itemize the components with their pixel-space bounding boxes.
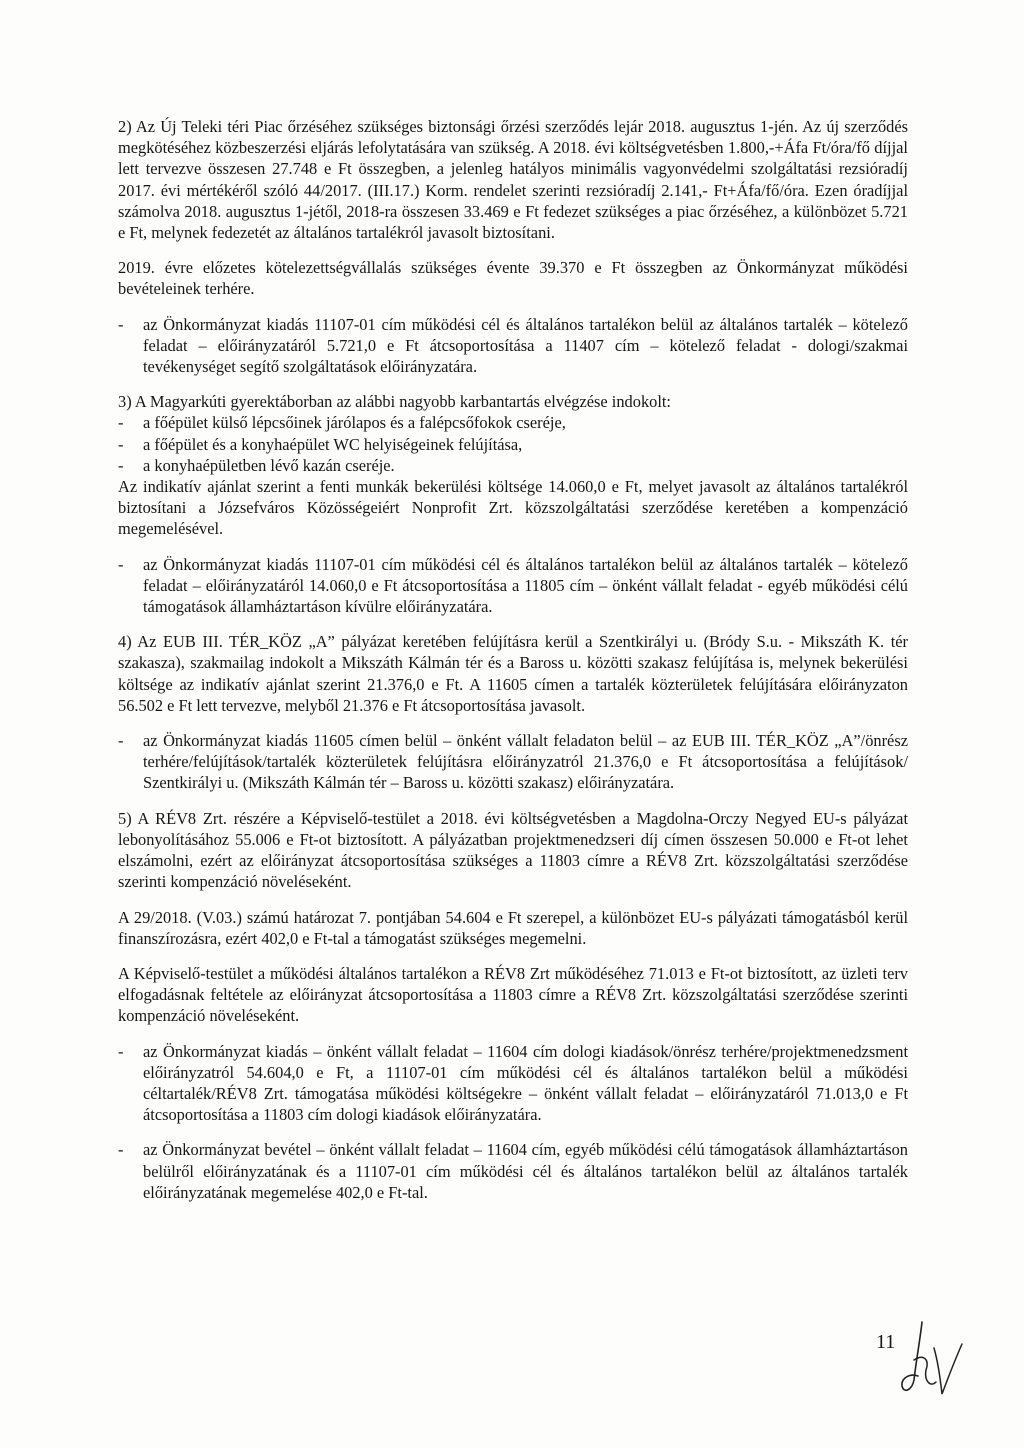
transfer-item-text: az Önkormányzat kiadás 11107-01 cím működési cél és általános tartalékon belül az általános tartalék – kötelező feladat – előirányzatáról 5.721,0 e Ft átcsoportosítása a 11407 cím – kötelező feladat - dologi/szakmai tevékenységet segítő szolgáltatások előirányzatára. <box>143 314 908 377</box>
resolution-paragraph: A 29/2018. (V.03.) számú határozat 7. pontjában 54.604 e Ft szerepel, a különbözet EU-s pályázati támogatásból kerül finanszírozásra, ezért 402,0 e Ft-tal a támogatást szükséges megemelni. <box>118 907 908 948</box>
transfer-item-text: az Önkormányzat kiadás 11605 címen belül – önként vállalt feladaton belül – az EUB III. TÉR_KÖZ „A”/önrész terhére/felújítások/tartalék közterületek felújításra előirányzatról 21.376,0 e Ft átcsoportosítása a felújítások/ Szentkirályi u. (Mikszáth Kálmán tér – Baross u. közötti szakasz) előirányzatára. <box>143 731 908 793</box>
transfer-item-2 <box>118 554 908 618</box>
transfer-item-5 <box>118 1139 908 1203</box>
document-body <box>118 116 908 1217</box>
list-item <box>118 455 908 476</box>
section-5-paragraph: 5) A RÉV8 Zrt. részére a Képviselő-testület a 2018. évi költségvetésben a Magdolna-Orczy Negyed EU-s pályázat lebonyolításához 55.006 e Ft-ot biztosított. A pályázatban projektmenedzseri díj címen összesen 50.000 e Ft-ot lehet elszámolni, ezért az előirányzat átcsoportosítása szükséges a 11803 címre a RÉV8 Zrt. közszolgáltatási szerződése szerinti kompenzáció növeléseként. <box>118 808 908 892</box>
bullet-dash: - <box>118 554 124 574</box>
handwritten-signature <box>900 1318 964 1404</box>
maintenance-list <box>118 412 908 476</box>
transfer-item-4 <box>118 1041 908 1126</box>
list-item <box>118 412 908 433</box>
section-4-paragraph: 4) Az EUB III. TÉR_KÖZ „A” pályázat keretében felújításra kerül a Szentkirályi u. (Bródy S.u. - Mikszáth K. tér szakasza), szakmailag indokolt a Mikszáth Kálmán tér és a Baross u. közötti szakasz felújítása is, melynek bekerülési költsége az indikatív ajánlat szerint 21.376,0 e Ft. A 11605 címen a tartalék közterületek felújítására előirányzaton 56.502 e Ft lett tervezve, melyből 21.376 e Ft átcsoportosítása javasolt. <box>118 632 908 715</box>
transfer-item-text: az Önkormányzat kiadás – önként vállalt feladat – 11604 cím dologi kiadások/önrész terhére/projektmenedzsment előirányzatról 54.604,0 e Ft, a 11107-01 cím működési cél és általános tartalékon belül a működési céltartalék/RÉV8 Zrt. támogatása működési költségekre – önként vállalt feladat – előirányzatáról 71.013,0 e Ft átcsoportosítása a 11803 cím dologi kiadások előirányzatára. <box>143 1041 908 1125</box>
bullet-dash: - <box>118 1140 124 1160</box>
board-paragraph: A Képviselő-testület a működési általános tartalékon a RÉV8 Zrt működéséhez 71.013 e Ft-ot biztosított, az üzleti terv elfogadásnak feltétele az előirányzat átcsoportosítása a 11803 címre a RÉV8 Zrt. közszolgáltatási szerződése szerinti kompenzáció növeléseként. <box>118 963 908 1026</box>
bullet-dash: - <box>118 731 124 751</box>
transfer-item-1 <box>118 314 908 378</box>
bullet-dash: - <box>118 314 124 334</box>
indicative-offer-paragraph: Az indikatív ajánlat szerint a fenti munkák bekerülési költsége 14.060,0 e Ft, melyet javasolt az általános tartalékról biztosítani a Józsefváros Közösségeiért Nonprofit Zrt. közszolgáltatási szerződése keretében a kompenzáció megemelésével. <box>118 477 908 539</box>
list-item <box>118 434 908 455</box>
page-number: 11 <box>876 1331 896 1353</box>
transfer-item-text: az Önkormányzat bevétel – önként vállalt feladat – 11604 cím, egyéb működési célú támogatások államháztartáson belülről előirányzatának és a 11107-01 cím működési cél és általános tartalékon belül az általános tartalék előirányzatának megemelése 402,0 e Ft-tal. <box>143 1140 908 1202</box>
commitment-paragraph: 2019. évre előzetes kötelezettségvállalás szükséges évente 39.370 e Ft összegben az Önkormányzat működési bevételeinek terhére. <box>118 258 908 299</box>
section-3-heading: 3) A Magyarkúti gyerektáborban az alábbi nagyobb karbantartás elvégzése indokolt: <box>118 392 671 412</box>
list-item-text: a konyhaépületben lévő kazán cseréje. <box>143 455 395 475</box>
list-item-text: a főépület és a konyhaépület WC helyiségeinek felújítása, <box>143 434 523 454</box>
section-2-paragraph: 2) Az Új Teleki téri Piac őrzéséhez szükséges biztonsági őrzési szerződés lejár 2018. augusztus 1-jén. Az új szerződés megkötéséhez közbeszerzési eljárás lefolytatására van szükség. A 2018. évi költségvetésben 1.800,-+Áfa Ft/óra/fő díjjal lett tervezve összesen 27.748 e Ft összegben, a jelenleg hatályos minimális vagyonvédelmi szolgáltatási rezsióradíj 2017. évi mértékéről szóló 44/2017. (III.17.) Korm. rendelet szerinti rezsióradíj 2.141,- Ft+Áfa/fő/óra. Ezen óradíjjal számolva 2018. augusztus 1-jétől, 2018-ra összesen 33.469 e Ft fedezet szükséges a piac őrzéséhez, a különbözet 5.721 e Ft, melynek fedezetét az általános tartalékról javasolt biztosítani. <box>118 117 908 243</box>
list-item-text: a főépület külső lépcsőinek járólapos és a falépcsőfokok cseréje, <box>143 413 566 433</box>
bullet-dash: - <box>118 413 124 433</box>
bullet-dash: - <box>118 434 124 454</box>
bullet-dash: - <box>118 455 124 475</box>
bullet-dash: - <box>118 1041 124 1061</box>
transfer-item-text: az Önkormányzat kiadás 11107-01 cím működési cél és általános tartalékon belül az általános tartalék – kötelező feladat – előirányzatáról 14.060,0 e Ft átcsoportosítása a 11805 cím – önként vállalt feladat - egyéb működési célú támogatások államháztartáson kívülre előirányzatára. <box>143 554 908 617</box>
transfer-item-3 <box>118 730 908 794</box>
